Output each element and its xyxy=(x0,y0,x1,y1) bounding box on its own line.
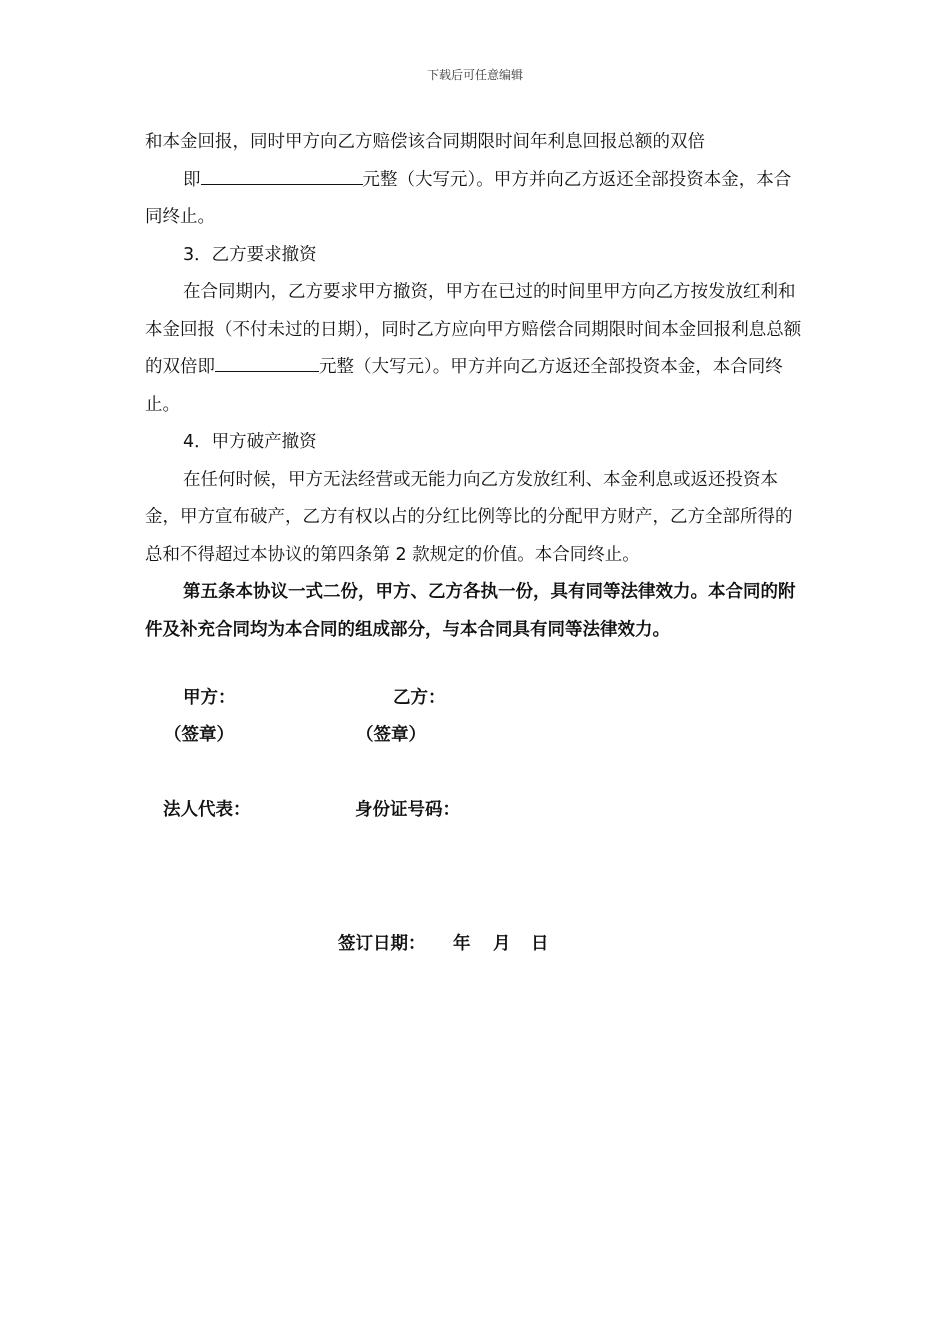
fill-in-blank xyxy=(215,349,319,372)
header-note: 下载后可任意编辑 xyxy=(426,68,523,82)
text-after-blank: 元整（大写元）。甲方并向乙方返还全部投资本金，本合同终止。 xyxy=(145,357,783,415)
party-a-label: 甲方： xyxy=(183,688,236,708)
item-heading: 4．甲方破产撤资 xyxy=(183,432,317,452)
sign-date-day: 日 xyxy=(531,934,549,954)
sign-date-month: 月 xyxy=(493,934,511,954)
fill-in-blank xyxy=(201,162,363,185)
article-five: 第五条本协议一式二份，甲方、乙方各执一份，具有同等法律效力。本合同的附件及补充合同均为本合同的组成部分，与本合同具有同等法律效力。 xyxy=(145,582,796,640)
text-before-blank: 即 xyxy=(183,169,201,190)
paragraph-with-blank xyxy=(145,274,807,424)
paragraph-with-blank xyxy=(145,162,807,237)
id-number-label: 身份证号码： xyxy=(355,800,460,820)
paragraph: 在任何时候，甲方无法经营或无能力向乙方发放红利、本金利息或返还投资本金，甲方宣布破产，乙方有权以占的分红比例等比的分配甲方财产，乙方全部所得的总和不得超过本协议的第四条第 2 款规定的价值。本合同终止。 xyxy=(145,469,793,565)
party-b-seal: （签章） xyxy=(356,725,426,745)
sign-date-label: 签订日期： xyxy=(338,934,426,954)
party-b-label: 乙方： xyxy=(393,688,446,708)
text-before-blank: 在合同期内，乙方要求甲方撤资，甲方在已过的时间里甲方向乙方按发放红利和本金回报（不付未过的日期），同时乙方应向甲方赔偿合同期限时间本金回报利息总额的双倍即 xyxy=(145,282,802,377)
contract-body xyxy=(145,124,807,649)
party-a-seal: （签章） xyxy=(164,725,234,745)
paragraph-line: 和本金回报，同时甲方向乙方赔偿该合同期限时间年利息回报总额的双倍 xyxy=(145,132,705,152)
legal-representative-label: 法人代表： xyxy=(163,800,251,820)
text-after-blank: 元整（大写元）。甲方并向乙方返还全部投资本金，本合同终止。 xyxy=(145,169,792,227)
sign-date-year: 年 xyxy=(453,934,471,954)
item-heading: 3．乙方要求撤资 xyxy=(183,244,317,265)
